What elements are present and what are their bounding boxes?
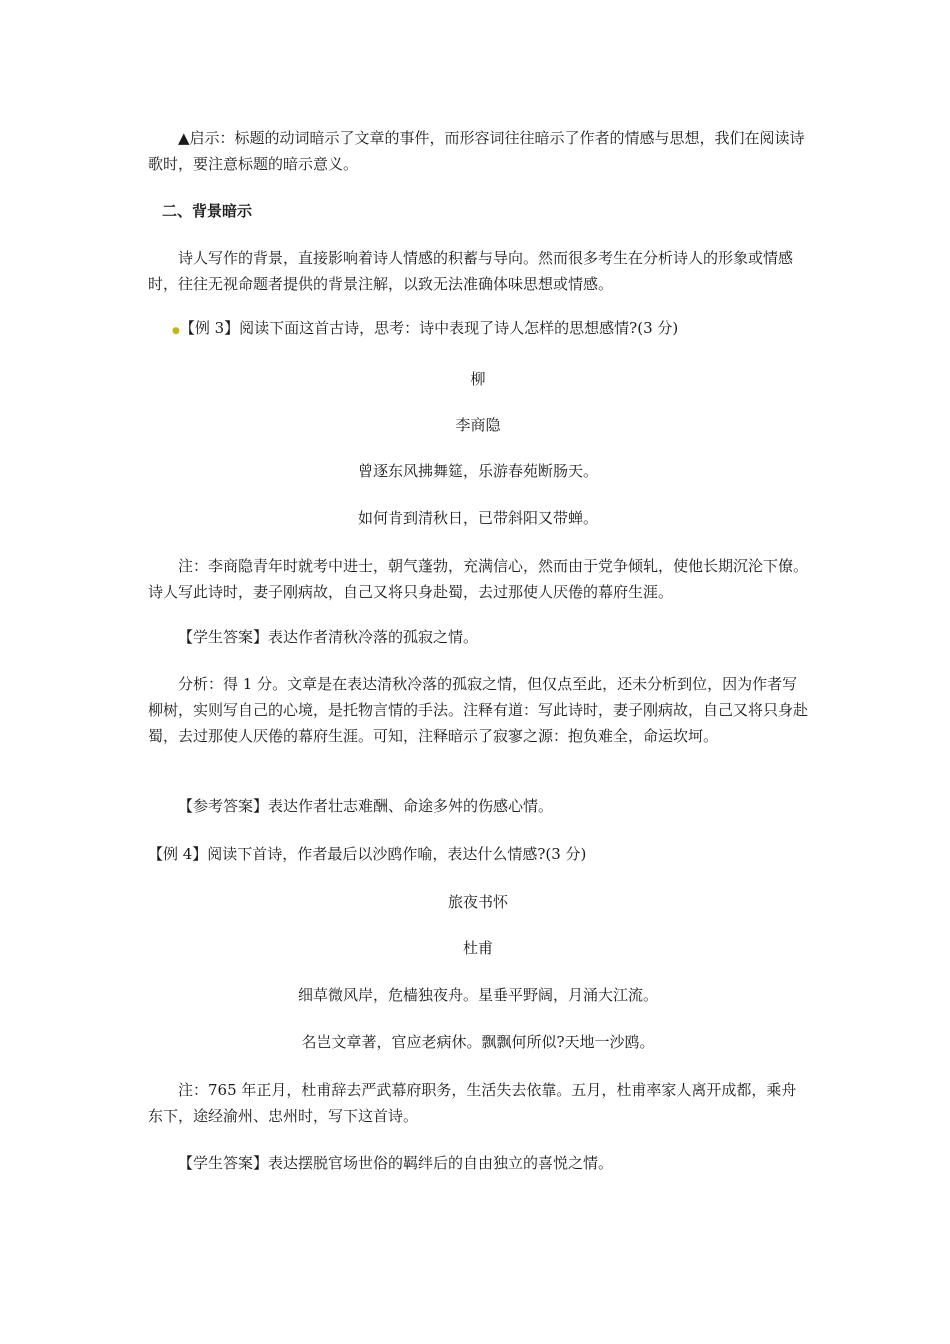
section-intro-paragraph: 诗人写作的背景，直接影响着诗人情感的积蓄与导向。然而很多考生在分析诗人的形象或情感时，往往无视命题者提供的背景注解，以致无法准确体味思想或情感。 [148, 249, 794, 293]
example4-note: 注：765 年正月，杜甫辞去严武幕府职务，生活失去依靠。五月，杜甫率家人离开成都，乘舟东下，途经渝州、忠州时，写下这首诗。 [148, 1081, 797, 1125]
poem-title: 柳 [470, 370, 486, 388]
poem-line: 名岂文章著，官应老病休。飘飘何所似?天地一沙鸥。 [301, 1033, 655, 1051]
poem-author: 李商隐 [455, 416, 501, 434]
example4-student-answer: 【学生答案】表达摆脱官场世俗的羁绊后的自由独立的喜悦之情。 [178, 1154, 614, 1172]
hint-paragraph: ▲启示：标题的动词暗示了文章的事件，而形容词往往暗示了作者的情感与思想，我们在阅读诗歌时，要注意标题的暗示意义。 [148, 129, 805, 173]
poem-line: 如何肯到清秋日，已带斜阳又带蝉。 [357, 509, 598, 527]
poem-title: 旅夜书怀 [447, 893, 508, 911]
poem-line: 细草微风岸，危樯独夜舟。星垂平野阔，月涌大江流。 [297, 986, 658, 1004]
poem-line: 曾逐东风拂舞筵，乐游春苑断肠天。 [357, 462, 598, 480]
example3-question-text: 【例 3】阅读下面这首古诗，思考：诗中表现了诗人怎样的思想感情?(3 分) [179, 319, 679, 337]
example3-question [172, 315, 832, 344]
example3-reference-answer: 【参考答案】表达作者壮志难酬、命途多舛的伤感心情。 [178, 797, 554, 815]
example4-question: 【例 4】阅读下首诗，作者最后以沙鸥作喻，表达什么情感?(3 分) [148, 845, 587, 863]
example3-analysis: 分析：得 1 分。文章是在表达清秋冷落的孤寂之情，但仅点至此，还未分析到位，因为作者写柳树，实则写自己的心境，是托物言情的手法。注释有道：写此诗时，妻子刚病故，自己又将只身赴蜀，去过那使人厌倦的幕府生涯。可知，注释暗示了寂寥之源：抱负难全，命运坎坷。 [148, 675, 809, 745]
example3-student-answer: 【学生答案】表达作者清秋冷落的孤寂之情。 [178, 628, 479, 646]
section-heading-background: 二、背景暗示 [162, 202, 253, 220]
decorative-dot-icon: ● [172, 326, 180, 336]
poem-author: 杜甫 [462, 939, 493, 957]
example3-note: 注：李商隐青年时就考中进士，朝气蓬勃，充满信心，然而由于党争倾轧，使他长期沉沦下僚。诗人写此诗时，妻子刚病故，自己又将只身赴蜀，去过那使人厌倦的幕府生涯。 [148, 557, 809, 601]
